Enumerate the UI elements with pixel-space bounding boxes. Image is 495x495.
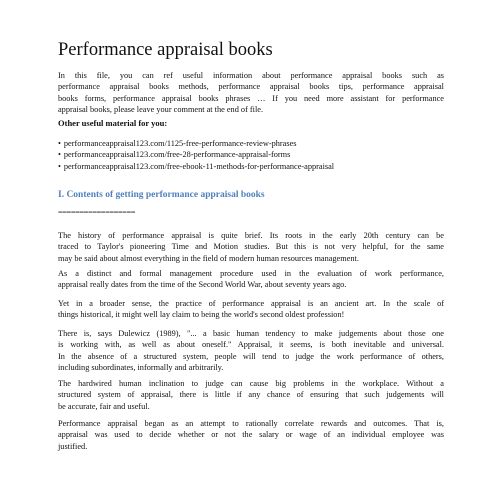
link-item[interactable]: • performanceappraisal123.com/free-28-performance-appraisal-forms <box>58 149 334 160</box>
body-line: is working with, as well as about oneself." Appraisal, it seems, is both inevitable and universal. <box>58 340 444 350</box>
body-line: Yet in a broader sense, the practice of performance appraisal is an ancient art. In the scale of <box>58 299 444 308</box>
page-title: Performance appraisal books <box>58 40 273 60</box>
body-line: may be said about almost everything in the field of modern human resources management. <box>58 253 359 263</box>
body-paragraph <box>58 298 444 321</box>
body-paragraph <box>58 418 444 452</box>
body-paragraph <box>58 328 444 374</box>
body-line: As a distinct and formal management procedure used in the evaluation of work performance, <box>58 269 444 278</box>
intro-line: In this file, you can ref useful information about performance appraisal books such as <box>58 71 444 80</box>
body-line: traced to Taylor's pioneering Time and Motion studies. But this is not very helpful, for the same <box>58 242 444 252</box>
body-line: appraisal really dates from the time of the Second World War, about seventy years ago. <box>58 280 347 290</box>
intro-line: appraisal books, please leave your comment at the end of file. <box>58 105 264 115</box>
link-item[interactable]: • performanceappraisal123.com/free-ebook-11-methods-for-performance-appraisal <box>58 161 334 172</box>
body-paragraph <box>58 268 444 291</box>
useful-material-heading: Other useful material for you: <box>58 118 168 128</box>
useful-links-list <box>58 138 334 172</box>
body-line: Performance appraisal began as an attempt to rationally correlate rewards and outcomes. That is, <box>58 419 444 428</box>
intro-paragraph <box>58 70 444 116</box>
section-heading: I. Contents of getting performance appraisal books <box>58 190 265 200</box>
body-line: including subordinates, informally and arbitrarily. <box>58 363 224 373</box>
body-line: things historical, it might well lay claim to being the world's second oldest profession! <box>58 310 345 320</box>
body-line: justified. <box>58 441 88 451</box>
body-line: appraisal was used to decide whether or not the salary or wage of an individual employee was <box>58 430 444 440</box>
body-paragraph <box>58 378 444 412</box>
body-line: There is, says Dulewicz (1989), "... a basic human tendency to make judgements about those one <box>58 329 444 338</box>
intro-line: books forms, performance appraisal books phrases … If you need more assistant for performance <box>58 93 444 103</box>
body-line: The history of performance appraisal is quite brief. Its roots in the early 20th century can be <box>58 231 444 240</box>
separator-line: ================== <box>58 208 136 217</box>
intro-line: performance appraisal books methods, performance appraisal books tips, performance appraisal <box>58 82 444 92</box>
body-line: be accurate, fair and useful. <box>58 401 150 411</box>
body-paragraph <box>58 230 444 264</box>
body-line: In the absence of a structured system, people will tend to judge the work performance of others, <box>58 351 444 361</box>
link-item[interactable]: • performanceappraisal123.com/1125-free-performance-review-phrases <box>58 138 334 149</box>
body-line: structured system of appraisal, there is little if any chance of ensuring that such judgements will <box>58 390 444 400</box>
body-line: The hardwired human inclination to judge can cause big problems in the workplace. Without a <box>58 379 444 388</box>
